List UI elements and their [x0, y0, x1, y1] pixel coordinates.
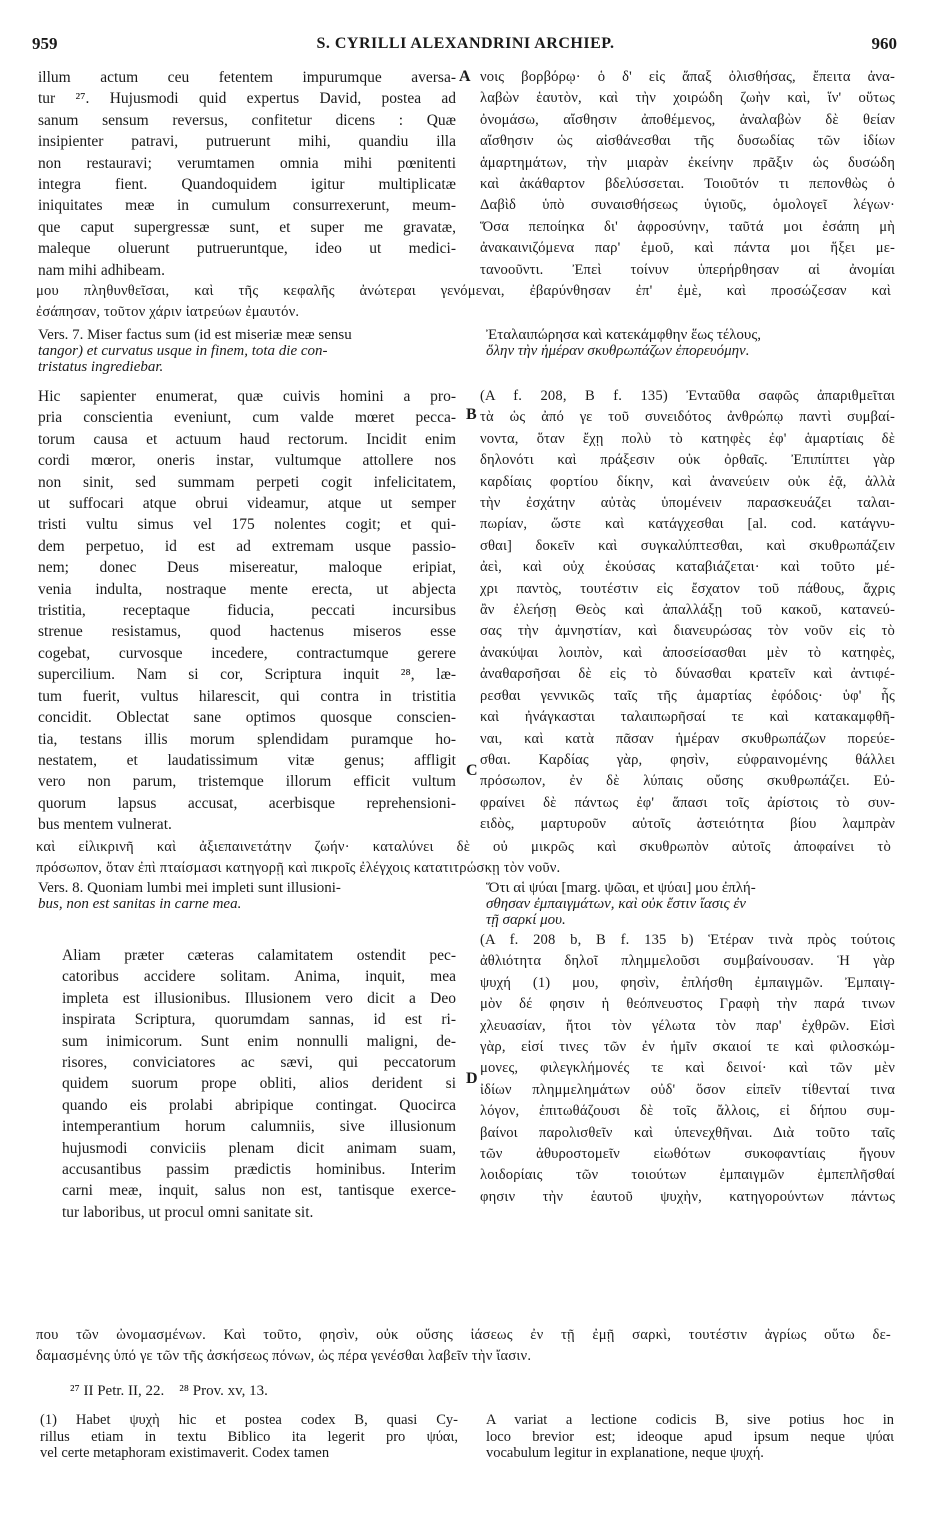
text-line: που τῶν ὠνομασμένων. Καὶ τοῦτο, φησὶν, οὐκ οὔσης ἰάσεως ἐν τῇ ἐμῇ σαρκὶ, τουτέστιν ἀγρίως οὕτω δε- [36, 1327, 891, 1343]
text-line: concidit. Oblectat sane optimos quosque conscien- [38, 709, 456, 727]
text-line: tur laboribus, ut procul omni sanitate sit. [62, 1203, 314, 1221]
text-line: ρεσθαι γεννικῶς ταῖς τῆς ἁμαρτίας ἐφόδοις· ὑφ' ἧς [480, 687, 895, 704]
text-line: risores, conviciatores ac sævi, qui peccatorum [62, 1054, 456, 1072]
text-line: quidem suorum prope obliti, alios derident si [62, 1075, 456, 1093]
text-line: illum actum ceu fetentem impurumque aversa- [38, 69, 456, 86]
text-line: accusantibus passim prædictis hominibus. Interim [62, 1161, 456, 1179]
text-line: sum inimicorum. Sunt enim nonnulli maligni, de- [62, 1032, 456, 1050]
text-line: ἂν ἐλεήσῃ Θεὸς καὶ ἀπαλλάξῃ τοῦ κακοῦ, κατανεύ- [480, 602, 895, 619]
text-line: καὶ ἠνάγκασται ταλαιπωρῆσαί τε καὶ κατακαμφθῆ- [480, 709, 895, 726]
text-line: pria conscientia eveniunt, cum valde mœret pecca- [38, 409, 456, 427]
text-line: Aliam præter cæteras calamitatem ostendit pec- [62, 947, 456, 964]
text-line: inspirata Scriptura, quorumdam sannas, id est ri- [62, 1011, 456, 1029]
text-line: quorum lapsus accusat, acerbisque reprehensioni- [38, 794, 456, 812]
text-line: χλευασίαν, ἤτοι τὸν γέλωτα τὸν παρ' ἐχθρῶν. Εἰσὶ [480, 1017, 895, 1034]
text-line: bus, non est sanitas in carne mea. [38, 896, 242, 912]
verse-7-latin [38, 327, 458, 375]
text-line: tia, testans illis morum splendidam puramque ho- [38, 730, 456, 748]
text-line: ἁμαρτημάτων, τὴν μιαρὰν ἐκείνην πρᾶξιν ὡς δυσώδη [480, 154, 895, 171]
text-line: γὰρ, εἰσί τινες τῶν ἐν ἡμῖν σκαιοί τε καὶ φιλοσκώμ- [480, 1039, 895, 1056]
margin-letter-c: C [466, 762, 478, 779]
text-line: strenue resistamus, quod hactenus miseros esse [38, 623, 456, 641]
text-line: ἐσάπησαν, τοῦτον χάριν ἰατρεύων ἐμαυτόν. [36, 304, 300, 321]
text-line: intemperantium horum calumniis, sive illusionum [62, 1118, 456, 1136]
scripture-footnotes [70, 1382, 268, 1400]
footnote-refs: ²⁷ II Petr. II, 22. ²⁸ Prov. xv, 13. [70, 1383, 268, 1399]
text-line: λόγον, ἐπιτωθάζουσι δὲ τοῖς ἄλλοις, εἰ δήπου συμ- [480, 1103, 895, 1120]
text-line: que caput supergressæ sunt, et super me gravatæ, [38, 218, 456, 236]
text-line: tangor) et curvatus usque in finem, tota die con- [38, 343, 328, 359]
page-number-right: 960 [871, 34, 897, 53]
latin-paragraph-1 [38, 67, 456, 281]
text-line: καρδίαις φορτίου δίκην, καὶ ἀνανεύειν οὐκ ἐᾷ, ἀλλὰ [480, 473, 895, 490]
text-line: (1) Habet ψυχὴ hic et postea codex B, quasi Cy- [40, 1412, 458, 1428]
text-line: τὰ ὡς ἀπό γε τοῦ συνειδότος ἀνθρώπῳ παντὶ συμβαί- [480, 409, 895, 426]
text-line: ὀνομάσω, αἴσθησιν ἀποθέμενος, ἀναλαβὼν δὲ θείαν [480, 111, 895, 128]
text-line: Vers. 8. Quoniam lumbi mei impleti sunt illusioni- [38, 880, 341, 896]
greek-continuation-3 [36, 1325, 891, 1368]
text-line: αἴσθησιν ὡς αἰσθάνεσθαι τῆς δυσωδίας τῶν ἰδίων [480, 133, 895, 150]
text-line: integra fient. Quandoquidem igitur multiplicatæ [38, 176, 456, 194]
text-line: ἀνακύψαι λοιπὸν, καὶ ἀποσείσασθαι μὲν τὸ κατηφὲς, [480, 644, 895, 661]
text-line: nem; donec Deus misereatur, maloque eripiat, [38, 559, 456, 577]
verse-7-greek [486, 327, 896, 359]
latin-paragraph-2 [38, 386, 456, 836]
text-line: tur ²⁷. Hujusmodi quid expertus David, postea ad [38, 90, 456, 108]
text-line: bus mentem vulnerat. [38, 816, 172, 834]
text-line: ἰδίων πλημμελημάτων οὐδ' ὅσον εἰπεῖν τίθενταί τινα [480, 1081, 895, 1098]
text-line: dem perpetuo, id est ad extremam usque passio- [38, 537, 456, 555]
text-line: ναι, καὶ κατὰ πᾶσαν ἡμέραν σκυθρωπάζων πορεύε- [480, 730, 895, 747]
verse-8-latin [38, 880, 458, 912]
text-line: σθαι] δοκεῖν καὶ συγκαλύπτεσθαι, καὶ σκυθρωπάζειν [480, 537, 895, 554]
text-line: σθαι. Καρδίας γὰρ, φησὶν, εὐφραινομένης θάλλει [480, 751, 895, 768]
text-line: vocabulum legitur in explanatione, neque ψυχή. [486, 1445, 764, 1461]
text-line: φησιν τὴν ἑαυτοῦ ψυχὴν, κατηγορούντων πάντως [480, 1188, 895, 1205]
text-line: loco brevior est; ideoque apud ipsum neque ψύαι [486, 1428, 894, 1445]
text-line: cordi mœror, oneris instar, vultumque attollere nos [38, 452, 456, 470]
text-line: catoribus accidere solitam. Anima, inquit, mea [62, 968, 456, 986]
greek-continuation-1 [36, 281, 891, 324]
text-line: torum causa et actuum haud rectorum. Incidit enim [38, 430, 456, 448]
margin-letter-b: B [466, 406, 477, 423]
text-line: μονες, φιλεγκλήμονές τε καὶ δεινοί· καὶ τῶν μὲν [480, 1060, 895, 1077]
footnote-1-right [486, 1412, 894, 1462]
greek-paragraph-2 [480, 386, 895, 836]
text-line: Ὅτι αἱ ψύαι [marg. ψῶαι, et ψύαι] μου ἐπλή- [486, 880, 756, 896]
text-line: πωρίαν, ὥστε καὶ κατάγχεσθαι [al. cod. κατάγνυ- [480, 516, 895, 533]
greek-paragraph-3 [480, 930, 895, 1208]
text-line: λοιδορίαις τῶν τοιούτων ἐμπαιγμῶν ἐμπεπλῆσθαί [480, 1167, 895, 1184]
text-line: Vers. 7. Miser factus sum (id est miseriæ meæ sensu [38, 327, 352, 343]
text-line: λαβὼν ἑαυτὸν, καὶ τὴν χοιρώδη ζωὴν καὶ, ἵν' οὕτως [480, 90, 895, 107]
text-line: τὴν ἐσχάτην αὐτὰς ὑπομένειν παρασκευάζει ταλαι- [480, 495, 895, 512]
verse-8-greek [486, 880, 896, 928]
text-line: nam mihi adhibeam. [38, 261, 165, 279]
text-line: πρόσωπον, ἐν δὲ λύπαις οὔσης σκυθρωπάζει. Εὐ- [480, 773, 895, 790]
text-line: σθησαν ἐμπαιγμάτων, καὶ οὐκ ἔστιν ἴασις ἐν [486, 896, 746, 912]
text-line: tristi vultu simus vel 175 nolentes cogit; et qui- [38, 516, 456, 534]
text-line: rillus etiam in textu Biblico ita legerit pro ψύαι, [40, 1428, 458, 1445]
text-line: maleque oluerunt putrueruntque, ideo ut medici- [38, 240, 456, 258]
text-line: nestatem, et laudatissimum vitæ genus; affligit [38, 751, 456, 769]
text-line: νοις βορβόρῳ· ὁ δ' εἰς ἅπαξ ὀλισθήσας, ἔπειτα ἀνα- [480, 69, 895, 85]
text-line: iniquitates meæ in cumulum consurrexerunt, meum- [38, 197, 456, 215]
text-line: μὸν δέ φησιν ἡ θεόπνευστος Γραφὴ τὴν παρά τινων [480, 996, 895, 1013]
text-line: tum fuerit, vultus hilarescit, qui contra in tristitia [38, 687, 456, 705]
latin-paragraph-3 [62, 945, 456, 1223]
text-line: δαμασμένης ὑπό γε τῶν τῆς ἀσκήσεως πόνων, ὡς πέρα γενέσθαι λαβεῖν τὴν ἴασιν. [36, 1348, 532, 1365]
margin-letter-d: D [466, 1070, 478, 1087]
text-line: φραίνει δὲ πάντως ἐφ' ἅπασι τοῖς ἀρίστοις τὸ συν- [480, 794, 895, 811]
text-line: πρόσωπον, ὅταν ἐπὶ πταίσμασι κατηγορῇ καὶ πικροῖς ἐλέγχοις κατατιτρώσκῃ τὸν νοῦν. [36, 860, 561, 877]
text-line: ut suffocari atque obrui videamur, atque ut semper [38, 495, 456, 513]
text-line: (A f. 208, B f. 135) Ἐνταῦθα σαφῶς ἀπαριθμεῖται [480, 388, 895, 404]
greek-continuation-2 [36, 837, 891, 880]
text-line: non restauravi; verumtamen omnia mihi pœnitenti [38, 154, 456, 172]
text-line: σας τὴν ἀμνηστίαν, καὶ διανευρώσας τὸν νοῦν εἰς τὸ [480, 623, 895, 640]
text-line: carni meæ, inquit, salus non est, tantisque exerce- [62, 1182, 456, 1200]
text-line: ἀεὶ, καὶ οὐχ ἑκούσας καταβιάζεται· καὶ τοῦτο μέ- [480, 559, 895, 576]
greek-paragraph-1 [480, 67, 895, 281]
text-line: καὶ εἰλικρινῆ καὶ ἀξιεπαινετάτην ζωήν· καταλύνει δὲ οὐ μικρῶς καὶ σκυθρωπὸν αὐτοῖς ἀποφαίνει τὸ [36, 839, 891, 855]
text-line: vel certe metaphoram existimaverit. Codex tamen [40, 1445, 330, 1461]
text-line: (A f. 208 b, B f. 135 b) Ἑτέραν τινὰ πρὸς τούτοις [480, 932, 895, 948]
text-line: hujusmodi conviciis plenam dicit animam suam, [62, 1139, 456, 1157]
text-line: impleta est illusionibus. Illusionem vero dicit a Deo [62, 989, 456, 1007]
margin-letter-a: A [459, 68, 471, 85]
text-line: ειδὸς, μαρτυροῦν αὐτοῖς ἀστειότητα βίου λαμπρὰν [480, 816, 895, 833]
text-line: sanum sensum reversus, confitetur dicens : Quæ [38, 111, 456, 129]
text-line: supercilium. Nam si cor, Scriptura inquit ²⁸, læ- [38, 666, 456, 684]
text-line: cogebat, curvosque incedere, contractumque gerere [38, 644, 456, 662]
footnote-1-left [40, 1412, 458, 1462]
text-line: ἀθλιότητα δηλοῖ πλημμελοῦσι συμβαίνουσαν. Ἡ γὰρ [480, 953, 895, 970]
text-line: A variat a lectione codicis B, sive potius hoc in [486, 1412, 894, 1428]
text-line: insipienter patravi, putruerunt mihi, quandiu illa [38, 133, 456, 151]
text-line: ψυχή (1) μου, φησὶν, ἐπλήσθη ἐμπαιγμῶν. Ἐμπαιγ- [480, 974, 895, 991]
text-line: βαίνοι παρολισθεῖν καὶ ὑπενεχθῆναι. Διὰ τοῦτο ταῖς [480, 1124, 895, 1141]
text-line: tristitia, receptaque fiducia, peccati incursibus [38, 602, 456, 620]
text-line: Δαβὶδ ὑπὸ συναισθήσεως ὑγιοῦς, ὁμολογεῖ λέγων· [480, 197, 895, 214]
text-line: χρι παντὸς, τουτέστιν εἰς ἔσχατον τοῦ πάθους, ἄχρις [480, 580, 895, 597]
text-line: ὅλην τὴν ἡμέραν σκυθρωπάζων ἐπορευόμην. [486, 343, 750, 359]
text-line: Ἐταλαιπώρησα καὶ κατεκάμφθην ἕως τέλους, [486, 327, 762, 343]
text-line: δηλονότι καὶ πράξεσιν οὐκ ὀρθαῖς. Ἐπιπίπτει γὰρ [480, 452, 895, 469]
text-line: τῇ σαρκί μου. [486, 912, 566, 928]
text-line: tristatus ingrediebar. [38, 359, 164, 375]
text-line: non sinit, sed summam perpeti cogit infelicitatem, [38, 473, 456, 491]
text-line: τανοοῦντι. Ἐπεὶ τοίνυν ὑπερήρθησαν αἱ ἀνομίαι [480, 261, 895, 278]
text-line: μου πληθυνθεῖσαι, καὶ τῆς κεφαλῆς ἀνώτεραι γενόμεναι, ἐβαρύνθησαν ἐπ' ἐμὲ, καὶ προσώζεσαν καὶ [36, 283, 891, 299]
text-line: quando eis prolabi abripique contingat. Quocirca [62, 1096, 456, 1114]
text-line: καὶ ἀκάθαρτον βδελύσσεται. Τοιοῦτόν τι πεπονθὼς ὁ [480, 176, 895, 193]
text-line: νοντα, ὅταν ἔχῃ πολὺ τὸ κατηφὲς ἐφ' ἁμαρτίαις δὲ [480, 430, 895, 447]
page-number-left: 959 [32, 34, 58, 53]
text-line: Hic sapienter enumerat, quæ cuivis homini a pro- [38, 388, 456, 405]
text-line: vero non parum, tristemque illorum efficit vultum [38, 773, 456, 791]
text-line: Ὅσα πεποίηκα δι' ἀφροσύνην, ταῦτά μοι ἐσάπη μὴ [480, 218, 895, 235]
text-line: venia indulta, nostraque mente erecta, ut abjecta [38, 580, 456, 598]
text-line: ἀνακαινιζόμενα παρ' ἐμοῦ, καὶ πάντα μοι ἥξει με- [480, 240, 895, 257]
running-title: S. CYRILLI ALEXANDRINI ARCHIEP. [316, 35, 615, 52]
text-line: ἀναθαρσῆσαι δὲ εἰς τὸ δύνασθαι κρατεῖν καὶ ἀντιφέ- [480, 666, 895, 683]
text-line: τῶν ἀθυροστομεῖν εἰωθότων συκοφαντίαις ἤγουν [480, 1146, 895, 1163]
